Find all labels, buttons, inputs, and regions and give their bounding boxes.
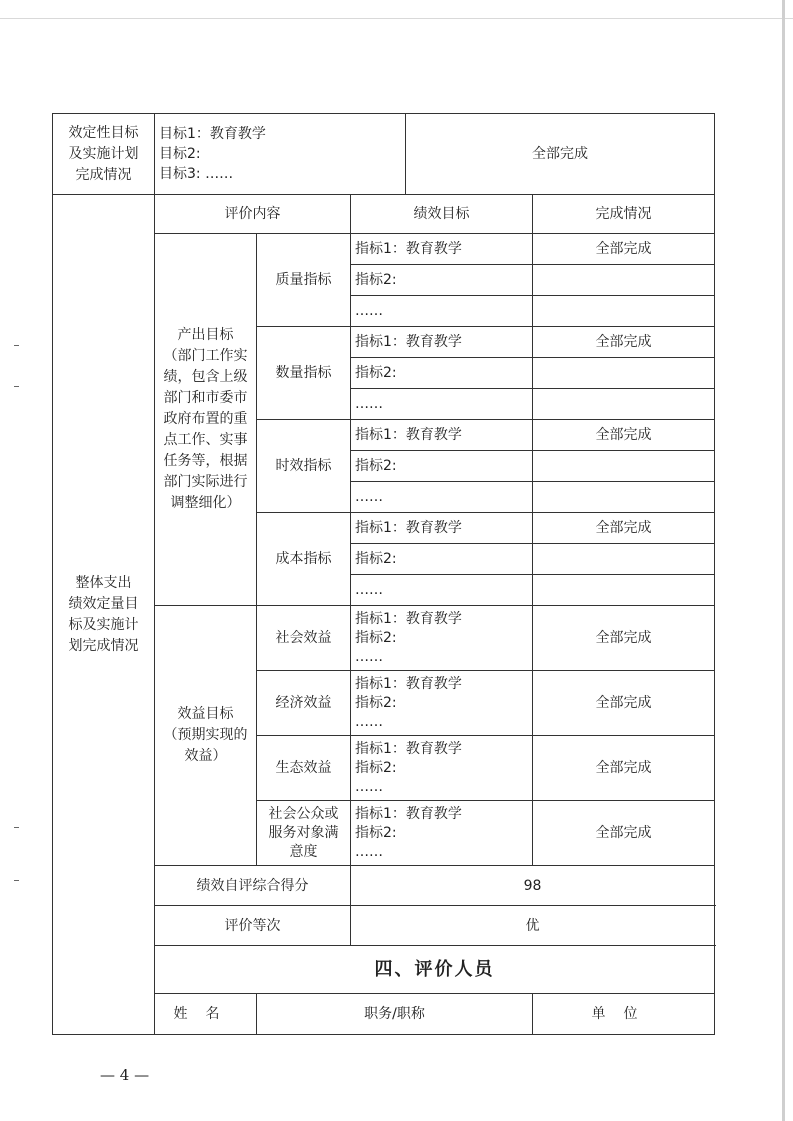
benefit-status: 全部完成 (533, 671, 715, 736)
indicator-status-empty (533, 575, 715, 606)
indicator-line: 指标1：教育教学 (351, 327, 533, 358)
benefit-goals-label: 效益目标 （预期实现的 效益） (155, 606, 257, 866)
indicator-status-empty (533, 544, 715, 575)
benefit-name: 社会公众或 服务对象满 意度 (257, 801, 351, 866)
indicator-line: 指标2: (351, 544, 533, 575)
benefit-indicators: 指标1：教育教学 指标2: …… (351, 736, 533, 801)
score-label: 绩效自评综合得分 (155, 866, 351, 906)
header-name: 姓名 (155, 994, 257, 1035)
section-title: 四、评价人员 (155, 946, 715, 994)
header-content: 评价内容 (155, 195, 351, 234)
indicator-name: 成本指标 (257, 513, 351, 606)
benefit-name: 社会效益 (257, 606, 351, 671)
indicator-status: 全部完成 (533, 234, 715, 265)
indicator-line: 指标2: (351, 265, 533, 296)
benefit-indicators: 指标1：教育教学 指标2: …… (351, 606, 533, 671)
indicator-status: 全部完成 (533, 327, 715, 358)
margin-mark (14, 827, 19, 828)
indicator-line: …… (351, 575, 533, 606)
grade-value: 优 (351, 906, 715, 946)
indicator-status: 全部完成 (533, 420, 715, 451)
indicator-name: 数量指标 (257, 327, 351, 420)
evaluation-table (52, 113, 715, 1035)
indicator-line: 指标2: (351, 451, 533, 482)
header-target: 绩效目标 (351, 195, 533, 234)
indicator-name: 质量指标 (257, 234, 351, 327)
indicator-line: 指标1：教育教学 (351, 513, 533, 544)
qualitative-goals-label: 效定性目标 及实施计划 完成情况 (53, 114, 155, 195)
grade-label: 评价等次 (155, 906, 351, 946)
benefit-name: 生态效益 (257, 736, 351, 801)
indicator-status: 全部完成 (533, 513, 715, 544)
score-value: 98 (351, 866, 715, 906)
margin-mark (14, 880, 19, 881)
benefit-name: 经济效益 (257, 671, 351, 736)
indicator-status-empty (533, 389, 715, 420)
indicator-status-empty (533, 265, 715, 296)
quantitative-goals-label: 整体支出 绩效定量目 标及实施计 划完成情况 (53, 195, 155, 1035)
qualitative-goals-targets: 目标1：教育教学 目标2: 目标3: …… (155, 114, 406, 195)
benefit-status: 全部完成 (533, 606, 715, 671)
page-right-edge (782, 0, 785, 1121)
indicator-line: 指标1：教育教学 (351, 234, 533, 265)
qualitative-goals-status: 全部完成 (406, 114, 715, 195)
indicator-line: 指标2: (351, 358, 533, 389)
indicator-status-empty (533, 482, 715, 513)
benefit-status: 全部完成 (533, 801, 715, 866)
output-goals-label: 产出目标 （部门工作实 绩，包含上级 部门和市委市 政府布置的重 点工作、实事 任务等，根据 部门实际进行 调整细化） (155, 234, 257, 606)
indicator-status-empty (533, 451, 715, 482)
benefit-status: 全部完成 (533, 736, 715, 801)
indicator-status-empty (533, 296, 715, 327)
margin-mark (14, 386, 19, 387)
header-unit: 单位 (533, 994, 715, 1035)
indicator-line: …… (351, 482, 533, 513)
indicator-status-empty (533, 358, 715, 389)
benefit-indicators: 指标1：教育教学 指标2: …… (351, 801, 533, 866)
header-status: 完成情况 (533, 195, 715, 234)
benefit-indicators: 指标1：教育教学 指标2: …… (351, 671, 533, 736)
indicator-line: 指标1：教育教学 (351, 420, 533, 451)
indicator-name: 时效指标 (257, 420, 351, 513)
margin-mark (14, 345, 19, 346)
page-top-edge (0, 18, 793, 19)
header-title: 职务/职称 (257, 994, 533, 1035)
page-number: — 4 — (100, 1066, 150, 1084)
indicator-line: …… (351, 296, 533, 327)
indicator-line: …… (351, 389, 533, 420)
